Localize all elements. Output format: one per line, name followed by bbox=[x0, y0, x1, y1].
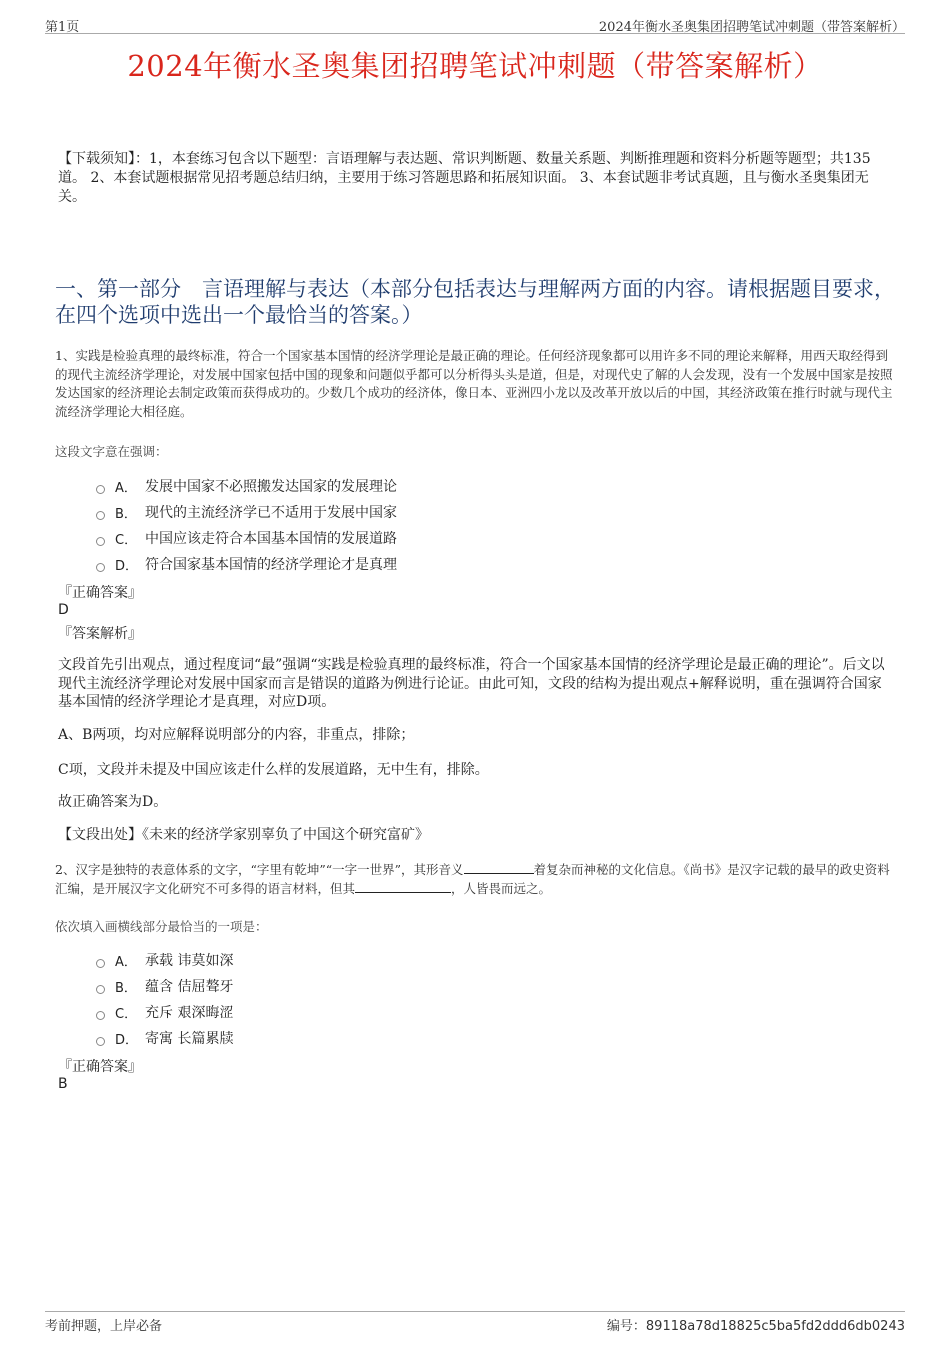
question-2-text bbox=[55, 861, 895, 898]
fill-blank-2 bbox=[355, 880, 451, 893]
question-2-option-a[interactable] bbox=[96, 949, 233, 971]
fill-blank-1 bbox=[464, 861, 534, 874]
radio-icon[interactable] bbox=[96, 537, 105, 546]
option-text: 寄寓 长篇累牍 bbox=[145, 1031, 234, 1047]
option-text: 承载 讳莫如深 bbox=[145, 953, 234, 969]
question-1-analysis-para: 故正确答案为D。 bbox=[58, 794, 168, 810]
serial-code: 89118a78d18825c5ba5fd2ddd6db0243 bbox=[645, 1319, 905, 1334]
option-text: 发展中国家不必照搬发达国家的发展理论 bbox=[145, 479, 397, 495]
option-letter: B． bbox=[115, 506, 137, 522]
option-text: 中国应该走符合本国基本国情的发展道路 bbox=[145, 531, 397, 547]
radio-icon[interactable] bbox=[96, 485, 105, 494]
header-divider bbox=[45, 33, 905, 34]
question-1-answer: D bbox=[58, 602, 69, 618]
page-number: 第1页 bbox=[45, 20, 80, 35]
question-1-analysis-para: 文段首先引出观点，通过程度词“最”强调“实践是检验真理的最终标准，符合一个国家基本国情的经济学理论是最正确的理论”。后文以现代主流经济学理论对发展中国家而言是错误的道路为例进行论证。由此可知，文段的结构为提出观点+解释说明，重在强调符合国家基本国情的经济学理论才是真理，对应D项。 bbox=[58, 657, 885, 710]
option-letter: D． bbox=[115, 1032, 139, 1048]
option-letter: A． bbox=[115, 954, 137, 970]
radio-icon[interactable] bbox=[96, 1011, 105, 1020]
question-2-option-b[interactable] bbox=[96, 975, 233, 997]
option-text: 蕴含 佶屈聱牙 bbox=[145, 979, 234, 995]
option-letter: A． bbox=[115, 480, 137, 496]
question-2-text-part: 着复杂而神秘的文化信息。《尚书》是汉字记载的最早的政史资料汇编，是开展汉字文化研究不可多得的语言材料，但其 bbox=[55, 862, 890, 896]
header-doc-title: 2024年衡水圣奥集团招聘笔试冲刺题（带答案解析） bbox=[598, 20, 905, 35]
option-letter: C． bbox=[115, 1006, 138, 1022]
question-1-option-a[interactable] bbox=[96, 475, 397, 497]
question-1-prompt: 这段文字意在强调： bbox=[55, 444, 168, 459]
question-1-text: 1、实践是检验真理的最终标准，符合一个国家基本国情的经济学理论是最正确的理论。任何经济现象都可以用许多不同的理论来解释，用西天取经得到的现代主流经济学理论，对发展中国家包括中国的现象和问题似乎都可以分析得头头是道，但是，对现代史了解的人会发现，没有一个发展中国家是按照发达国家的经济理论去制定政策而获得成功的。少数几个成功的经济体，像日本、亚洲四小龙以及改革开放以后的中国，其经济政策在推行时就与现代主流经济学理论大相径庭。 bbox=[55, 348, 893, 419]
radio-icon[interactable] bbox=[96, 511, 105, 520]
question-1-analysis-para: A、B两项，均对应解释说明部分的内容，非重点，排除； bbox=[58, 727, 415, 743]
radio-icon[interactable] bbox=[96, 1037, 105, 1046]
section-heading: 一、第一部分 言语理解与表达（本部分包括表达与理解两方面的内容。请根据题目要求，在四个选项中选出一个最恰当的答案。） bbox=[55, 277, 895, 327]
radio-icon[interactable] bbox=[96, 959, 105, 968]
question-2-option-d[interactable] bbox=[96, 1027, 233, 1049]
question-1-option-b[interactable] bbox=[96, 501, 397, 523]
question-1-analysis-para: C项，文段并未提及中国应该走什么样的发展道路，无中生有，排除。 bbox=[58, 762, 489, 778]
question-2-option-c[interactable] bbox=[96, 1001, 233, 1023]
radio-icon[interactable] bbox=[96, 563, 105, 572]
option-text: 充斥 艰深晦涩 bbox=[145, 1005, 234, 1021]
question-1-answer-label: 『正确答案』 bbox=[58, 585, 142, 601]
question-1-analysis-label: 『答案解析』 bbox=[58, 626, 142, 642]
question-2-text-part: ，人皆畏而远之。 bbox=[451, 880, 552, 896]
option-text: 现代的主流经济学已不适用于发展中国家 bbox=[145, 505, 397, 521]
page-header bbox=[45, 14, 905, 34]
question-1-option-c[interactable] bbox=[96, 527, 397, 549]
radio-icon[interactable] bbox=[96, 985, 105, 994]
question-1-source: 【文段出处】《未来的经济学家别辜负了中国这个研究富矿》 bbox=[58, 827, 429, 843]
footer-divider bbox=[45, 1311, 905, 1312]
question-1-option-d[interactable] bbox=[96, 553, 397, 575]
question-2-answer-label: 『正确答案』 bbox=[58, 1059, 142, 1075]
footer-serial bbox=[607, 1315, 905, 1334]
question-2-text-part: 2、汉字是独特的表意体系的文字，“字里有乾坤”“一字一世界”，其形音义 bbox=[55, 862, 464, 877]
footer-slogan: 考前押题，上岸必备 bbox=[45, 1319, 163, 1334]
serial-label: 编号： bbox=[606, 1319, 646, 1334]
download-notice: 【下载须知】：1，本套练习包含以下题型：言语理解与表达题、常识判断题、数量关系题、判断推理题和资料分析题等题型；共135道。 2、本套试题根据常见招考题总结归纳，主要用于练习答题思路和拓展知识面。 3、本套试题非考试真题，且与衡水圣奥集团无关。 bbox=[58, 151, 871, 205]
option-text: 符合国家基本国情的经济学理论才是真理 bbox=[145, 557, 397, 573]
option-letter: D． bbox=[115, 558, 139, 574]
question-2-prompt: 依次填入画横线部分最恰当的一项是： bbox=[55, 919, 268, 934]
option-letter: B． bbox=[115, 980, 137, 996]
document-title: 2024年衡水圣奥集团招聘笔试冲刺题（带答案解析） bbox=[127, 49, 823, 83]
question-2-answer: B bbox=[58, 1076, 68, 1092]
option-letter: C． bbox=[115, 532, 138, 548]
